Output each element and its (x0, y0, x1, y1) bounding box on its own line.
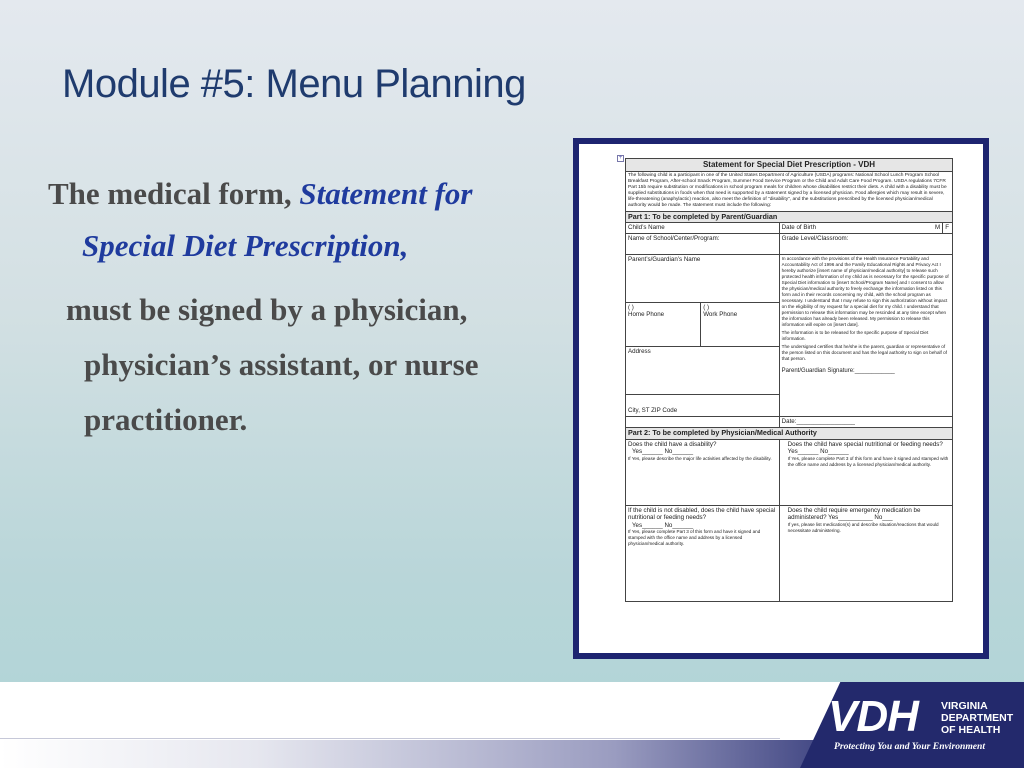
logo-line-virginia: VIRGINIA (941, 700, 988, 712)
move-anchor-icon: + (618, 155, 623, 161)
release-text: The information is to be released for the specific purpose of Special Diet information. (781, 330, 929, 342)
nutrition-note: If Yes, please complete Part 3 of this form and have it signed and stamped with the office name and address by a licensed physician/medical authority. (787, 455, 949, 467)
footer-divider (0, 738, 780, 739)
parent-signature-line: Parent/Guardian Signature:____________ (781, 368, 895, 375)
form-name-emphasis: Statement for Special Diet Prescription (82, 176, 473, 263)
dob-label: Date of Birth (781, 224, 817, 232)
emergency-question-text: Does the child require emergency medication be administered? Yes__________ No___ (787, 506, 921, 522)
diet-prescription-form (618, 155, 953, 609)
body-paragraph-1 (48, 168, 558, 272)
work-phone-parens: ( ) (703, 303, 710, 311)
sex-f-label: F (943, 223, 953, 234)
certify-text: The undersigned certifies that he/she is the parent, guardian or representative of the person listed on this document and has the legal authority to sign on behalf of that person. (781, 344, 947, 362)
disability-note: If Yes, please describe the major life activities affected by the disability. (628, 455, 772, 461)
home-phone-parens: ( ) (628, 303, 634, 311)
slide-body (48, 168, 558, 447)
form-title: Statement for Special Diet Prescription - VDH (626, 159, 953, 172)
vdh-logo-text (941, 700, 1013, 736)
emergency-note: If yes, please list medication(s) and describe situation/reactions that would necessitate administering. (787, 521, 939, 533)
home-phone-field (626, 302, 701, 346)
logo-line-department: DEPARTMENT (941, 712, 1014, 724)
form-image-frame (573, 138, 989, 659)
address-field: Address (626, 346, 780, 394)
slide-title: Module #5: Menu Planning (62, 62, 526, 106)
not-disabled-note: If Yes, please complete Part 3 of this form and have it signed and stamped with the office name and address by a licensed physician/medical authority. (628, 529, 761, 547)
disability-question-text: Does the child have a disability? (628, 440, 717, 448)
parent-name-field: Parent’s/Guardian’s Name (626, 254, 780, 302)
work-phone-label: Work Phone (703, 311, 738, 319)
disability-question (626, 439, 780, 505)
nutrition-question-text: Does the child have special nutritional or feeding needs? Yes______ No______ (787, 440, 943, 456)
date-of-birth-field (779, 223, 943, 234)
emergency-question (779, 505, 952, 601)
city-zip-field: City, ST ZIP Code (626, 394, 780, 416)
form-intro: The following child is a participant in one of the United States Department of Agriculture (USDA) programs: National School Lunch Program School Breakfast Program, After-school Snack Program, Summer Food Service Program or the Child and Adult Care Food Program. USDA regulations 7CFR Part 15b require substitution or modifications in school program meals for children whose disabilities restrict their diets. A child with a disability must be supplied substitutions in foods when that need is supported by a statement signed by a licensed physician. Food allergies which may result in severe, life-threatening (anaphylactic) reaction, also meet the definition of "disability", and the substitutions prescribed by the licensed physician/medical authority would be made. The statement must include the following: (626, 171, 953, 211)
logo-line-of-health: OF HEALTH (941, 724, 1001, 736)
not-disabled-question (626, 505, 780, 601)
nutrition-question (779, 439, 952, 505)
work-phone-field (701, 302, 779, 346)
vdh-tagline: Protecting You and Your Environment (834, 741, 986, 752)
body-text-plain: The medical form, (48, 176, 300, 211)
part2-header: Part 2: To be completed by Physician/Medical Authority (626, 427, 953, 439)
sex-m-label: M (935, 224, 941, 232)
consent-text: In accordance with the provisions of the Health Insurance Portability and Accountability Act of 1996 and the Family Educational Rights and Privacy Act I hereby authorize [insert name of physician/medical authority] to release such protected health information of my child as is necessary for the specific purpose of Special Diet information to [insert School/Program Name] and I consent to allow the physician/medical authority to freely exchange the information listed on this form and in their records concerning my child, with the school program as necessary. I understand that I may refuse to sign this authorization without impact on the eligibility of my request for a special diet for my child. I understand that permission to release this information may be rescinded at any time except when the information has already been released. My permission to release this information will expire on [insert date]. (781, 255, 949, 327)
date-field: Date:_________________ (779, 416, 952, 427)
home-phone-label: Home Phone (628, 311, 665, 319)
childs-name-field: Child’s Name (626, 223, 780, 234)
form-table (625, 158, 953, 602)
school-field: Name of School/Center/Program: (626, 233, 780, 254)
body-paragraph-2: must be signed by a physician, physician’s assistant, or nurse practitioner. (66, 292, 479, 437)
part1-header: Part 1: To be completed by Parent/Guardian (626, 211, 953, 223)
consent-block (779, 254, 952, 416)
not-disabled-yes-no: Yes______ No______ (632, 521, 694, 529)
disability-yes-no: Yes______ No______ (632, 448, 694, 456)
not-disabled-question-text: If the child is not disabled, does the child have special nutritional or feeding needs? (628, 506, 776, 522)
vdh-logo-mark: VDH (828, 692, 918, 741)
grade-field: Grade Level/Classroom: (779, 233, 952, 254)
body-text-comma: , (400, 228, 409, 263)
